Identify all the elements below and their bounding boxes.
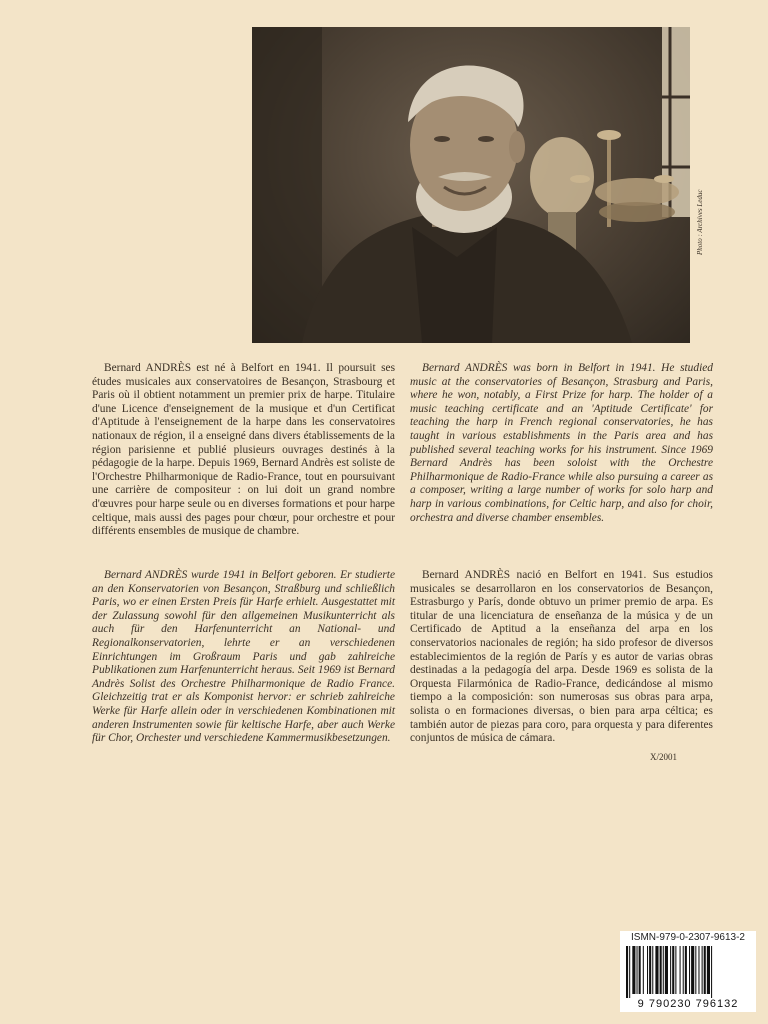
barcode: [620, 944, 756, 1012]
barcode-bar: [691, 946, 694, 994]
portrait-photo: [252, 27, 690, 343]
barcode-digits: 9 790230 796132: [637, 998, 739, 1010]
bio-spanish: Bernard ANDRÈS nació en Belfort en 1941. Sus estudios musicales se desarrollaron en los conservatorios de Besançon, Estrasburgo y París, donde obtuvo un primer premio de arpa. Es titular de una licenciatura de enseñanza de la música y de un Certificado de Aptitud a la enseñanza del arpa en los conservatorios nacionales de región; ha sido profesor de diversos establecimientos de la región de París y es autor de varias obras destinadas a la pedagogía del arpa. Desde 1969 es solista de la Orquesta Filarmónica de Radio-France, dedicándose al mismo tiempo a la composición: son numerosas sus obras para arpa, solista o en formaciones diversas, o bien para arpa céltica; es también autor de piezas para coro, para orquesta y para diferentes conjuntos de música de cámara.: [410, 569, 713, 745]
barcode-bar: [665, 946, 668, 994]
barcode-bar: [647, 946, 648, 994]
barcode-bar: [637, 946, 638, 994]
barcode-icon: [624, 946, 752, 998]
barcode-bar: [672, 946, 674, 994]
barcode-bar: [670, 946, 671, 994]
barcode-bar: [689, 946, 690, 994]
bio-french: Bernard ANDRÈS est né à Belfort en 1941. Il poursuit ses études musicales aux conservatoires de Besançon, Strasbourg et Paris où il obtient notamment un premier prix de harpe. Titulaire d'une Licence d'enseignement de la musique et d'un Certificat d'Aptitude à l'enseignement de la harpe dans les conservatoires nationaux de région, il a enseigné dans divers établissements de la région parisienne et publié plusieurs ouvrages destinés à la pédagogie de la harpe. Depuis 1969, Bernard Andrès est soliste de l'Orchestre Philharmonique de Radio-France, tout en poursuivant une carrière de compositeur : on lui doit un grand nombre d'œuvres pour harpe seule ou en diverses formations et pour harpe celtique, mais aussi des pages pour chœur, pour orchestre et pour différents ensembles de musique de chambre.: [92, 362, 395, 538]
barcode-bar: [704, 946, 706, 994]
barcode-bar: [655, 946, 658, 994]
barcode-bar: [685, 946, 687, 994]
barcode-bar: [707, 946, 710, 994]
barcode-bar: [639, 946, 641, 994]
barcode-bar: [626, 946, 628, 998]
barcode-bar: [698, 946, 699, 994]
barcode-bar: [643, 946, 644, 994]
barcode-bar: [680, 946, 681, 994]
bio-english: Bernard ANDRÈS was born in Belfort in 1941. He studied music at the conservatories of Besançon, Strasburg and Paris, where he won, notably, a First Prize for harp. The holder of a music teaching certificate and an 'Aptitude Certificate' for teaching the harp in French regional conservatories, he has taught in various establishments in the Paris area and has published several teaching works for his instrument. Since 1969 Bernard Andrès has been soloist with the Orchestre Philharmonique de Radio-France while also pursuing a career as a composer, writing a large number of works for solo harp and harp in various combinations, for Celtic harp, and also for choir, orchestra and diverse chamber ensembles.: [410, 362, 713, 524]
photo-credit: Photo : Archives Leduc: [696, 189, 704, 255]
barcode-bar: [711, 946, 712, 998]
ismn-label: ISMN-979-0-2307-9613-2: [620, 931, 756, 944]
barcode-bar: [695, 946, 696, 994]
barcode-bar: [683, 946, 684, 994]
barcode-bar: [660, 946, 662, 994]
barcode-bar: [663, 946, 664, 994]
barcode-bar: [629, 946, 630, 998]
barcode-bar: [649, 946, 651, 994]
edition-date: X/2001: [650, 752, 677, 762]
barcode-bar: [675, 946, 676, 994]
barcode-bar: [702, 946, 703, 994]
bio-german: Bernard ANDRÈS wurde 1941 in Belfort geboren. Er studierte an den Konservatorien von Besançon, Straßburg und schließlich Paris, wo er einen Ersten Preis für Harfe erhielt. Ausgestattet mit der Zulassung sowohl für den allgemeinen Musikunterricht als auch für den Harfenunterricht an National- und Regionalkonservatorien, lehrte er an verschiedenen Einrichtungen im Großraum Paris und gab zahlreiche Publikationen zum Harfenunterricht heraus. Seit 1969 ist Bernard Andrès Solist des Orchestre Philharmonique de Radio France. Gleichzeitig trat er als Komponist hervor: er schrieb zahlreiche Werke für Harfe allein oder in verschiedenen Kombinationen mit anderen Instrumenten sowie für keltische Harfe, aber auch Werke für Chor, Orchester und verschiedene Kammermusikbesetzungen.: [92, 569, 395, 745]
barcode-bar: [632, 946, 635, 994]
barcode-bar: [652, 946, 653, 994]
